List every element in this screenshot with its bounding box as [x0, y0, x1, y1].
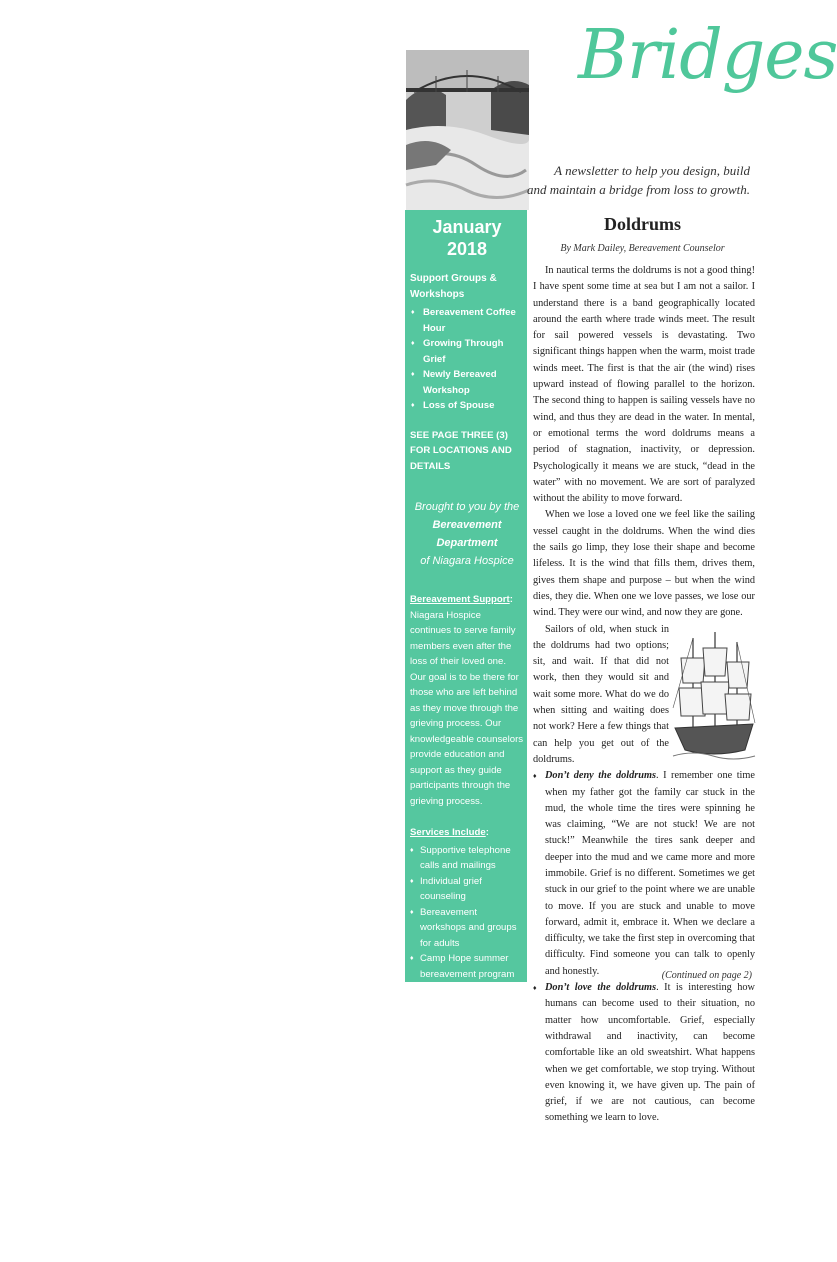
brought-to-you: [410, 498, 524, 570]
list-item: ♦ Growing Through Grief: [410, 336, 524, 367]
masthead-title: Bridges: [578, 16, 837, 95]
tagline: [490, 161, 750, 199]
brought-line-3: of Niagara Hospice: [420, 555, 514, 567]
please-note-paragraph: Please note: Our services are designed for bereavement education and support. They are NOT meant to replace or mitigate mental health counseling or psychotherapy.: [410, 1139, 524, 1259]
services-list: [410, 843, 524, 1122]
list-item: ♦ Bereavement Coffee Hour: [410, 305, 524, 336]
tagline-line-1: A newsletter to help you design, build: [554, 163, 750, 178]
see-page-note: SEE PAGE THREE (3) FOR LOCATIONS AND DETAILS: [410, 429, 512, 472]
list-item: ♦ Bridges monthly newsletter: [410, 1091, 524, 1122]
support-groups-list: [410, 305, 524, 414]
article-paragraph-2: When we lose a loved one we feel like the sailing vessel caught in the doldrums. When the wind dies the sails go limp, they lose their shape and become lifeless. It is the wind that fills them, drives them, gives them shape and purpose – but when the wind dies, they die. When one we love passes, we lose our wind. They were our wind, and now they are gone.: [533, 509, 755, 619]
support-groups-heading: Support Groups & Workshops: [410, 273, 497, 300]
list-item: ♦ Healing Words Grief Library: [410, 1029, 524, 1060]
brought-line-1: Brought to you by the: [414, 501, 520, 513]
list-item: ♦ Loss of Spouse: [410, 398, 524, 414]
article-byline: By Mark Dailey, Bereavement Counselor: [560, 243, 725, 254]
article-paragraph-1: In nautical terms the doldrums is not a good thing! I have spent some time at sea but I am not a sailor. I understand there is a band geographically located around the earth where trade winds meet. The result for sail powered vessels is devastating. Two significant things happen when the warm, moist trade winds meet. The first is that the air (the wind) rises upward instead of flowing parallel to the horizon. The second thing to happen is sailing vessels have no wind, and thus they are dead in the water. In mental, or emotional terms the word doldrums means a period of stagnation, inactivity, or depression. Psychologically it means we are stuck, “dead in the water” with no movement. We are sort of paralyzed without the ability to move forward.: [533, 265, 755, 505]
article-body: [533, 263, 755, 1127]
support-text: Niagara Hospice continues to serve family members even after the loss of their loved one. Our goal is to be there for those who are left behind as they move through the grieving process. Our knowledgeable counselors provide education and support as they guide participants through the grieving process.: [410, 609, 524, 807]
article-paragraph-3: Sailors of old, when stuck in the doldrums had two options; sit, and wait. If that did not work, then they would sit and wait some more. What do we do when sitting and waiting does not work? Here a few things that can help you get out of the doldrums.: [533, 623, 669, 765]
article-title: Doldrums: [603, 214, 681, 234]
bereavement-support-paragraph: Bereavement Support: Niagara Hospice continues to serve family members even after the loss of their loved one. Our goal is to be there for those who are left behind as they move through the grieving process. Our knowledgeable counselors provide education and support as they guide participants through the grieving process.: [410, 594, 524, 807]
list-item: ♦ Newly Bereaved Workshop: [410, 367, 524, 398]
continued-note: (Continued on page 2): [661, 970, 752, 981]
sidebar: [405, 210, 527, 1259]
list-item: ♦ Don’t deny the doldrums. I remember one time when my father got the family car stuck in the mud, the whole time the tires were spinning he was claiming, “We are not stuck! We are not stuck!” Meanwhile the tires sank deeper and deeper into the mud and we came more and more immobile. Grief is no different. Sometimes we get stuck in our grief to the point where we are unable to move. If you are stuck and unable to move forward, admit it, embrace it. When we declare a difficulty, we take the first step in overcoming that difficulty. Find someone you can talk to openly and honestly.: [533, 768, 755, 980]
brought-line-2: Bereavement Department: [432, 519, 502, 549]
list-item: ♦ Bereavement workshops and groups for adults: [410, 905, 524, 952]
services-heading: Services Include:: [410, 827, 489, 838]
list-item: ♦ Supportive telephone calls and mailings: [410, 843, 524, 874]
doldrums-tips-list: [533, 768, 755, 1127]
list-item: ♦ Don’t love the doldrums. It is interesting how humans can become used to their situation, no matter how uncomfortable. Grief, especially withdrawal and inactivity, can become comfortable like an old sweatshirt. What happens when we get comfortable, we stop trying. Without even knowing it, we have given up. The pain of grief, if we are not cautious, can become something we learn to love.: [533, 980, 755, 1127]
list-item: ♦ Memorial events throughout the year: [410, 998, 524, 1029]
support-label: Bereavement Support: [410, 594, 510, 605]
sailing-ship-illustration: [673, 628, 755, 768]
note-label: Please note: [410, 1139, 464, 1151]
list-item: ♦ Camp Hope summer bereavement program for children: [410, 951, 524, 998]
list-item: ♦ Individual grief counseling: [410, 874, 524, 905]
tagline-line-2: and maintain a bridge from loss to growth.: [527, 182, 750, 197]
list-item: ♦ Information and referral services: [410, 1060, 524, 1091]
note-text: Our services are designed for bereavement education and support. They are NOT meant to replace or mitigate mental health counseling or psychotherapy.: [410, 1139, 524, 1259]
issue-date: January 2018: [432, 217, 502, 259]
